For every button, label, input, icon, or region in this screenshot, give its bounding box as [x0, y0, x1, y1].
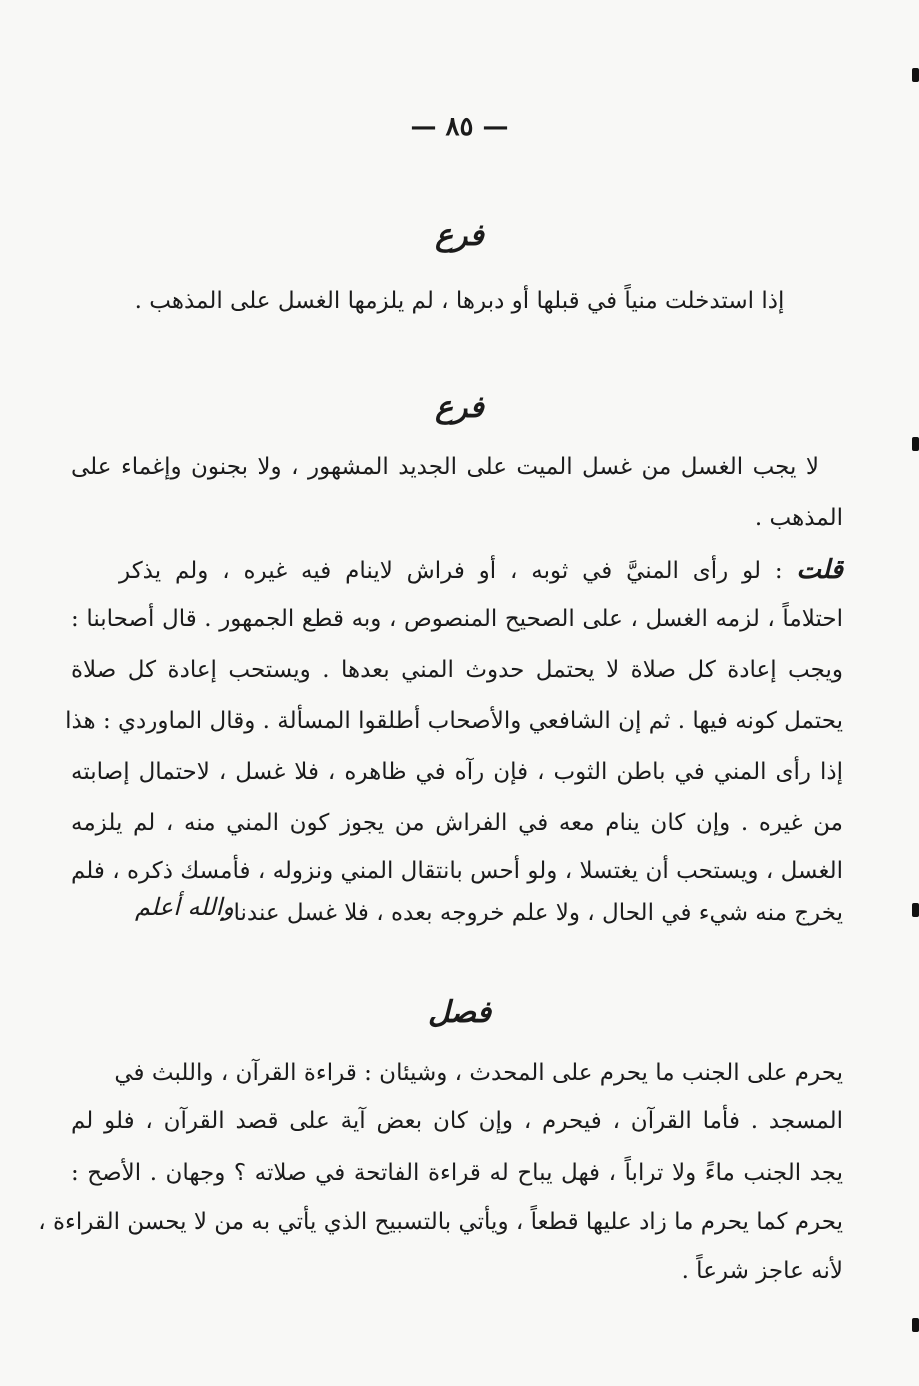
fasl-line-1: يحرم على الجنب ما يحرم على المحدث ، وشيئان : قراءة القرآن ، واللبث في: [114, 1060, 843, 1086]
qult-line-4: يحتمل كونه فيها . ثم إن الشافعي والأصحاب أطلقوا المسألة . وقال الماوردي : هذا: [65, 708, 843, 734]
section-heading-far1: فرع: [435, 218, 484, 253]
far1-line-1: إذا استدخلت منياً في قبلها أو دبرها ، لم يلزمها الغسل على المذهب .: [134, 288, 785, 314]
qult-line-8: يخرج منه شيء في الحال ، ولا علم خروجه بعده ، فلا غسل عندنا .: [218, 900, 843, 926]
qult-label: قلت: [796, 555, 843, 585]
fasl-line-3: يجد الجنب ماءً ولا تراباً ، فهل يباح له قراءة الفاتحة في صلاته ؟ وجهان . الأصح :: [71, 1160, 843, 1186]
edge-mark: [912, 1318, 919, 1332]
qult-line-3: ويجب إعادة كل صلاة لا يحتمل حدوث المني بعدها . ويستحب إعادة كل صلاة: [71, 657, 843, 683]
far2-line-1: لا يجب الغسل من غسل الميت على الجديد المشهور ، ولا بجنون وإغماء على: [71, 454, 819, 480]
closing-phrase: والله أعلم: [135, 893, 234, 921]
fasl-line-5: لأنه عاجز شرعاً .: [681, 1258, 843, 1284]
edge-mark: [912, 903, 919, 917]
qult-line-7: الغسل ، ويستحب أن يغتسلا ، ولو أحس بانتقال المني ونزوله ، فأمسك ذكره ، فلم: [71, 858, 843, 884]
fasl-line-4: يحرم كما يحرم ما زاد عليها قطعاً ، ويأتي بالتسبيح الذي يأتي به من لا يحسن القراءة ،: [38, 1209, 843, 1235]
section-heading-fasl: فصل: [427, 995, 492, 1030]
qult-line-1: [119, 555, 843, 586]
qult-line-5: إذا رأى المني في باطن الثوب ، فإن رآه في ظاهره ، فلا غسل ، لاحتمال إصابته: [71, 759, 843, 785]
qult-line-2: احتلاماً ، لزمه الغسل ، على الصحيح المنصوص ، وبه قطع الجمهور . قال أصحابنا :: [71, 606, 843, 632]
edge-mark: [912, 68, 919, 82]
qult-line-1-text: : لو رأى المنيَّ في ثوبه ، أو فراش لاينام فيه غيره ، ولم يذكر: [119, 558, 783, 584]
fasl-line-2: المسجد . فأما القرآن ، فيحرم ، وإن كان بعض آية على قصد القرآن ، فلو لم: [71, 1108, 843, 1134]
section-heading-far2: فرع: [435, 390, 484, 425]
far2-line-2: المذهب .: [754, 505, 843, 531]
qult-line-6: من غيره . وإن كان ينام معه في الفراش من يجوز كون المني منه ، لم يلزمه: [71, 810, 843, 836]
edge-mark: [912, 437, 919, 451]
page-number: — ٨٥ —: [410, 112, 509, 142]
